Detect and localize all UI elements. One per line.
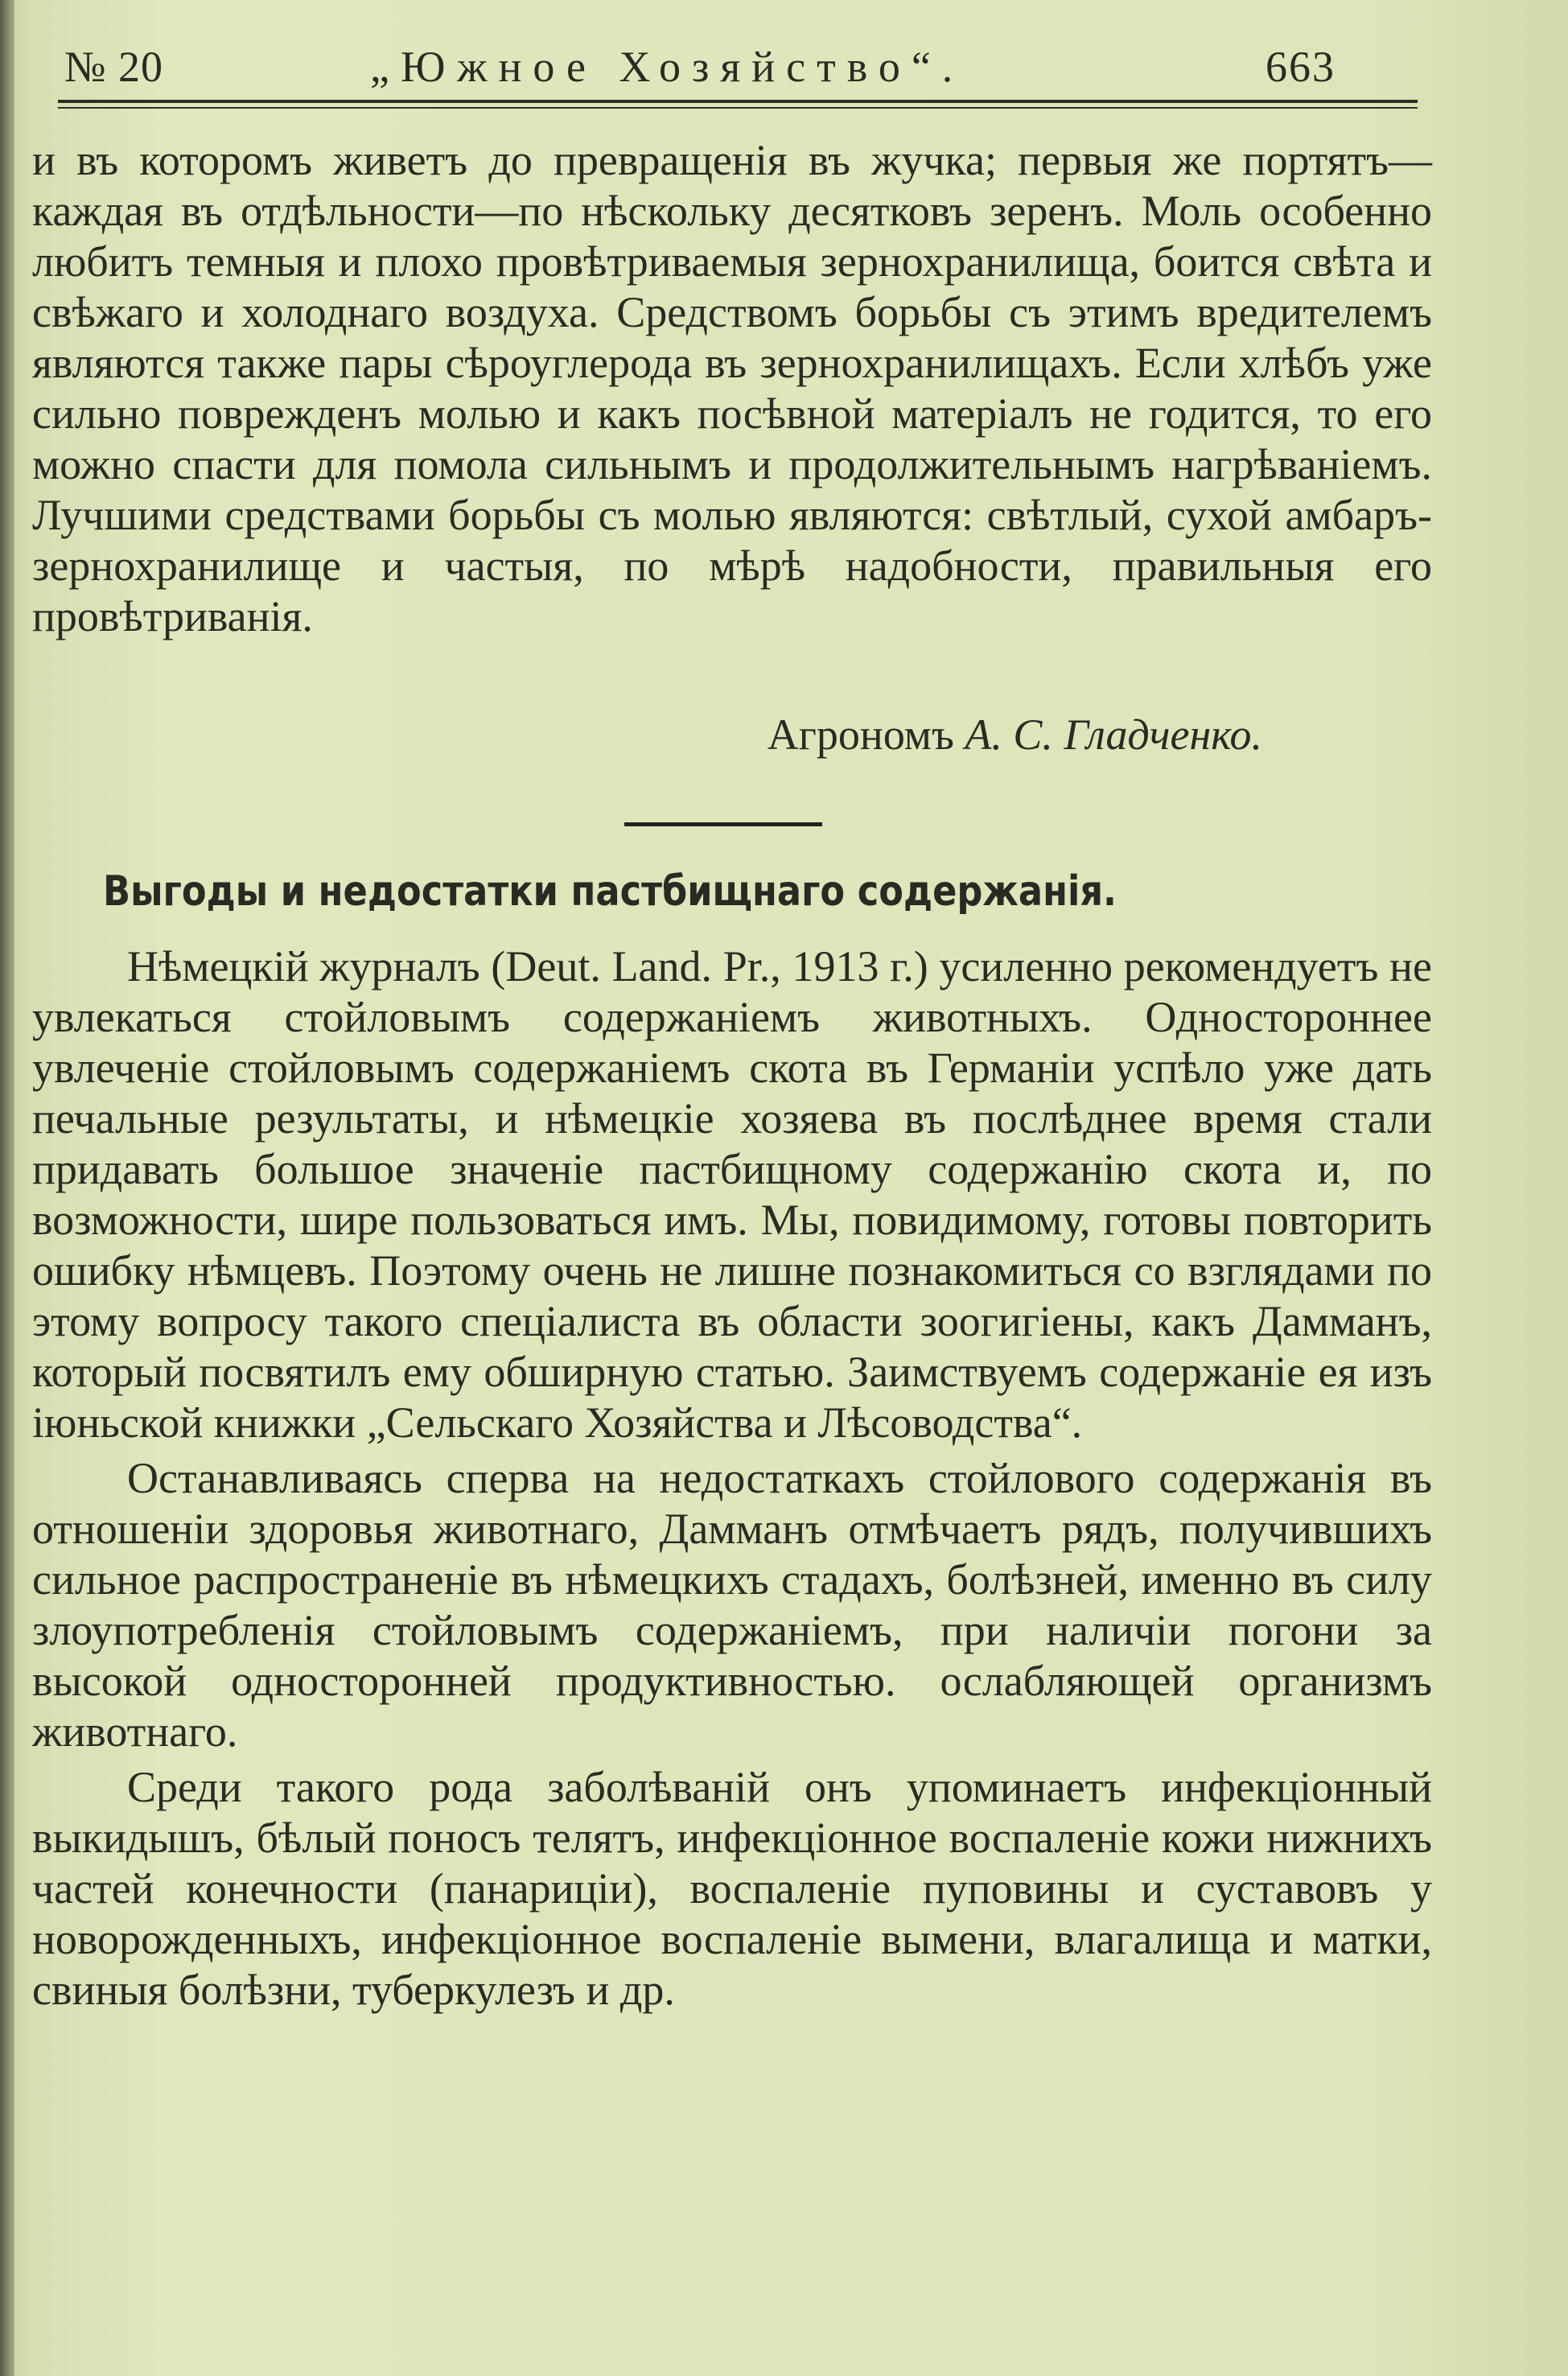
running-header: [64, 42, 1368, 106]
article2-paragraph: Нѣмецкій журналъ (Deut. Land. Pr., 1913 г.) усиленно рекомендуетъ не увлекаться стойловымъ содержаніемъ животныхъ. Одностороннее увлеченіе стойловымъ содержаніемъ скота въ Германіи успѣло уже дать печальные результаты, и нѣмецкіе хозяева въ послѣднее время стали придавать большое значеніе пастбищному содержанію скота и, по возможности, шире пользоваться имъ. Мы, повидимому, готовы повторить ошибку нѣмцевъ. Поэтому очень не лишне познакомиться со взглядами по этому вопросу такого спеціалиста въ области зоогигіены, какъ Дамманъ, который посвятилъ ему обширную статью. Заимствуемъ содержаніе ея изъ іюньской книжки „Сельскаго Хозяйства и Лѣсоводства“.: [32, 942, 1432, 1447]
article1-paragraph: и въ которомъ живетъ до превращенія въ жучка; первыя же портятъ—каждая въ отдѣльности—по нѣскольку десятковъ зеренъ. Моль особенно любитъ темныя и плохо провѣтриваемыя зернохранилища, боится свѣта и свѣжаго и холоднаго воздуха. Средствомъ борьбы съ этимъ вредителемъ являются также пары сѣроуглерода въ зернохранилищахъ. Если хлѣбъ уже сильно поврежденъ молью и какъ посѣвной матеріалъ не годится, то его можно спасти для помола сильнымъ и продолжительнымъ нагрѣваніемъ. Лучшими средствами борьбы съ молью являются: свѣтлый, сухой амбаръ-зернохранилище и частыя, по мѣрѣ надобности, правильныя его провѣтриванія.: [32, 136, 1432, 640]
header-rule: [58, 100, 1418, 103]
signature-role: Агрономъ: [767, 710, 954, 759]
journal-title: „Южное Хозяйство“.: [370, 43, 965, 91]
article2-title: Выгоды и недостатки пастбищнаго содержанія.: [103, 867, 1117, 916]
binding-gutter: [0, 0, 14, 2376]
article2-paragraph: Останавливаясь сперва на недостаткахъ стойлового содержанія въ отношеніи здоровья животнаго, Дамманъ отмѣчаетъ рядъ, получившихъ сильное распространеніе въ нѣмецкихъ стадахъ, болѣзней, именно въ силу злоупотребленія стойловымъ содержаніемъ, при наличіи погони за высокой односторонней продуктивностью. ослабляющей организмъ животнаго.: [32, 1454, 1432, 1756]
page-number: 663: [1266, 43, 1335, 91]
section-divider: [624, 822, 822, 826]
issue-number: № 20: [64, 43, 164, 91]
article1-body: [32, 135, 1432, 642]
signature-name: А. С. Гладченко.: [965, 710, 1262, 759]
article2-paragraph: Среди такого рода заболѣваній онъ упоминаетъ инфекціонный выкидышъ, бѣлый поносъ телятъ, инфекціонное воспаленіе кожи нижнихъ частей конечности (панариціи), воспаленіе пуповины и суставовъ у новорожденныхъ, инфекціонное воспаленіе вымени, влагалища и матки, свиныя болѣзни, туберкулезъ и др.: [32, 1763, 1432, 2014]
author-signature: [768, 710, 1262, 760]
header-rule-thin: [58, 107, 1418, 109]
article2-body: [32, 941, 1432, 2016]
